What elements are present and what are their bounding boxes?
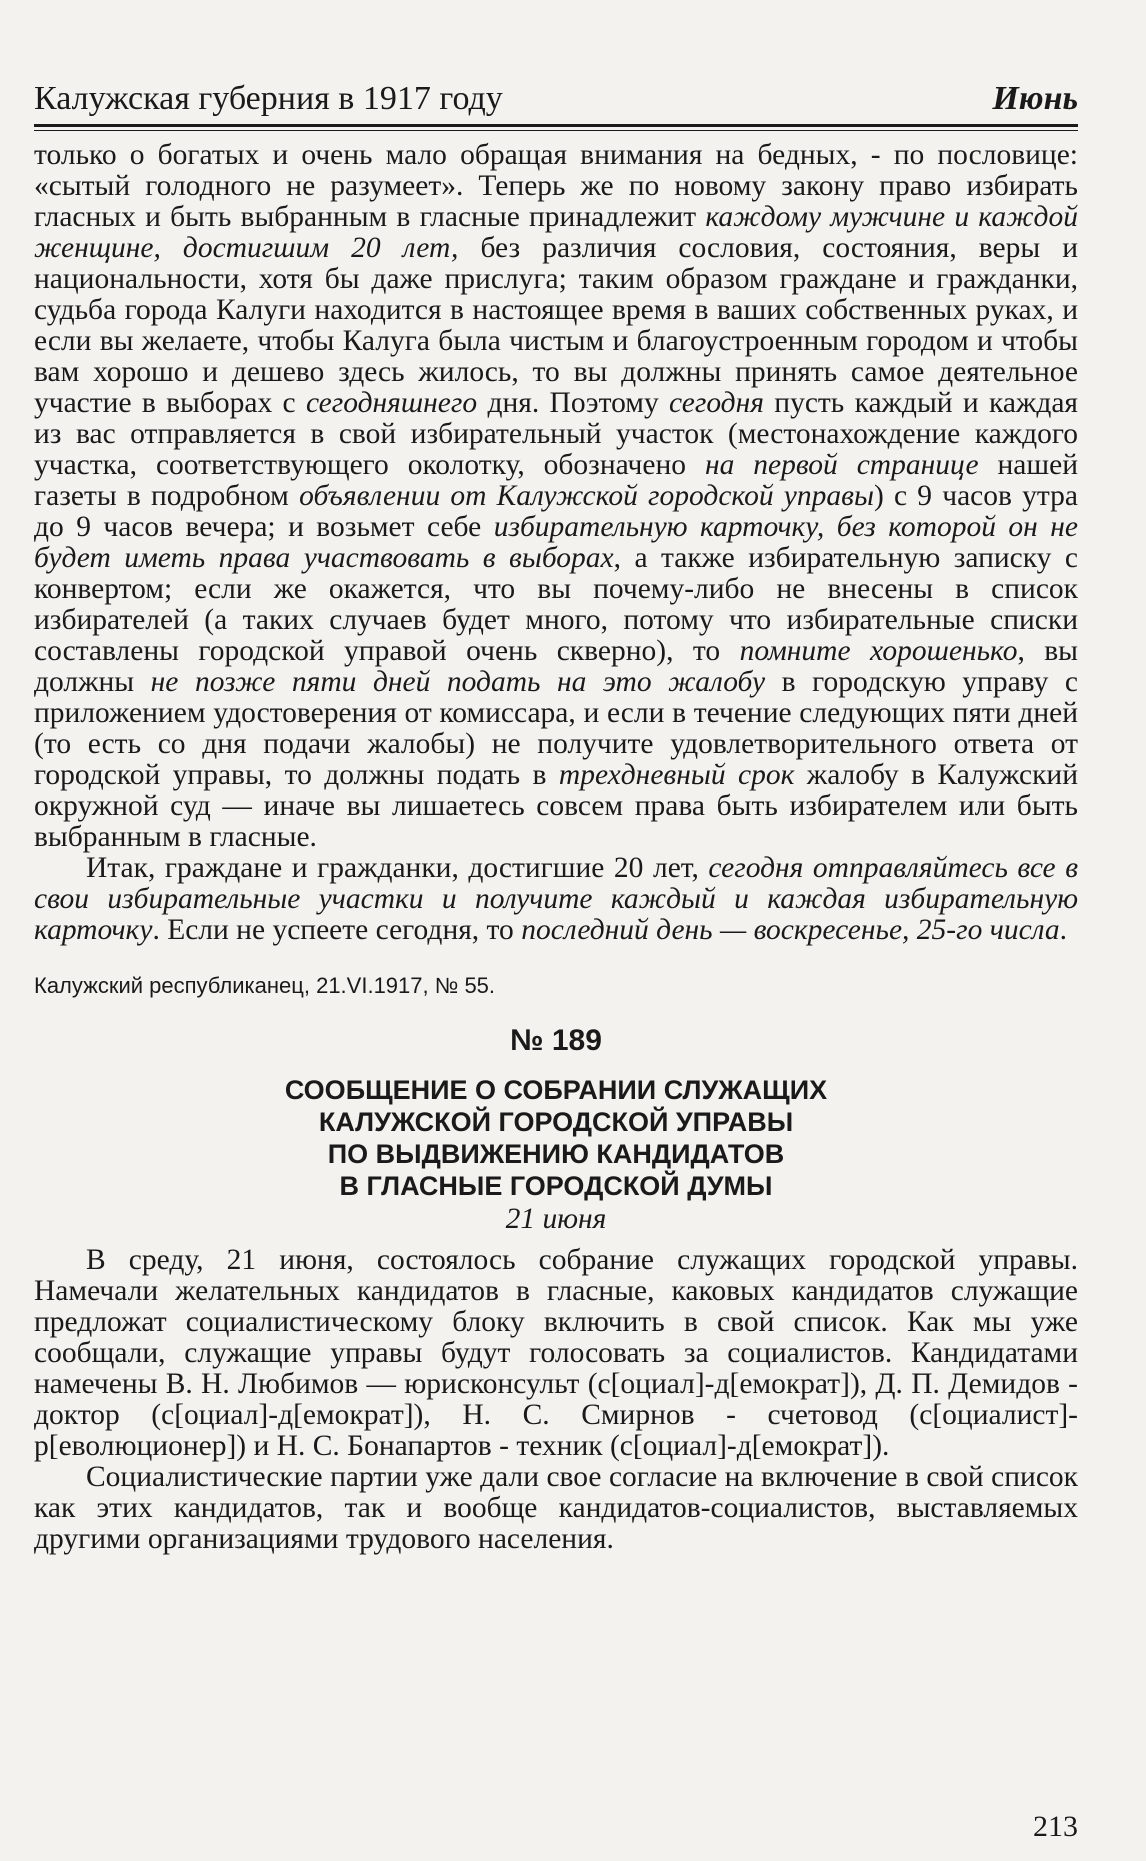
page-body [34, 140, 1078, 1555]
header-rule-thin [34, 130, 1078, 131]
page-number: 213 [1033, 1810, 1078, 1843]
paragraph-3: В среду, 21 июня, состоялось собрание служащих городской управы. Намечали желательных кандидатов в гласные, каковых кандидатов служащие предложат социалистическому блоку включить в свой список. Как мы уже сообщали, служащие управы будут голосовать за социалистов. Кандидатами намечены В. Н. Любимов — юрисконсульт (с[оциал]-д[емократ]), Д. П. Демидов - доктор (с[оциал]-д[емократ]), Н. С. Смирнов - счетовод (с[оциалист]-р[еволюционер]) и Н. С. Бонапартов - техник (с[оциал]-д[емократ]). [34, 1244, 1078, 1462]
header-title: Калужская губерния в 1917 году [34, 80, 503, 117]
paragraph-1: только о богатых и очень мало обращая внимания на бедных, - по пословице: «сытый голодного не разумеет». Теперь же по новому закону право избирать гласных и быть выбранным в гласные принадлежит каждому мужчине и каждой женщине, достигшим 20 лет, без различия сословия, состояния, веры и национальности, хотя бы даже прислуга; таким образом граждане и гражданки, судьба города Калуги находится в настоящее время в ваших собственных руках, и если вы желаете, чтобы Калуга была чистым и благоустроенным городом и чтобы вам хорошо и дешево здесь жилось, то вы должны принять самое деятельное участие в выборах с сегодняшнего дня. Поэтому сегодня пусть каждый и каждая из вас отправляется в свой избирательный участок (местонахождение каждого участка, соответствующего околотку, обозначено на первой странице нашей газеты в подробном объявлении от Калужской городской управы) с 9 часов утра до 9 часов вечера; и возьмет себе избирательную карточку, без которой он не будет иметь права участвовать в выборах, а также избирательную записку с конвертом; если же окажется, что вы почему-либо не внесены в список избирателей (а таких случаев будет много, потому что избирательные списки составлены городской управой очень скверно), то помните хорошенько, вы должны не позже пяти дней подать на это жалобу в городскую управу с приложением удостоверения от комиссара, и если в течение следующих пяти дней (то есть со дня подачи жалобы) не получите удовлетворительного ответа от городской управы, то должны подать в трехдневный срок жалобу в Калужский окружной суд — иначе вы лишаетесь совсем права быть избирателем или быть выбранным в гласные. [34, 139, 1078, 853]
paragraph-2: Итак, граждане и гражданки, достигшие 20 лет, сегодня отправляйтесь все в свои избирательные участки и получите каждый и каждая избирательную карточку. Если не успеете сегодня, то последний день — воскресенье, 25-го числа. [34, 852, 1079, 946]
running-header [34, 78, 1078, 118]
document-title: СООБЩЕНИЕ О СОБРАНИИ СЛУЖАЩИХ КАЛУЖСКОЙ ГОРОДСКОЙ УПРАВЫ ПО ВЫДВИЖЕНИЮ КАНДИДАТОВ В ГЛАСНЫЕ ГОРОДСКОЙ ДУМЫ [284, 1075, 828, 1201]
source-citation: Калужский республиканец, 21.VI.1917, № 55. [34, 973, 496, 998]
header-rule [34, 124, 1078, 127]
header-month: Июнь [992, 80, 1078, 117]
document-date: 21 июня [505, 1203, 607, 1235]
paragraph-4: Социалистические партии уже дали свое согласие на включение в свой список как этих кандидатов, так и вообще кандидатов-социалистов, выставляемых другими организациями трудового населения. [34, 1461, 1078, 1555]
document-number: № 189 [510, 1024, 602, 1057]
